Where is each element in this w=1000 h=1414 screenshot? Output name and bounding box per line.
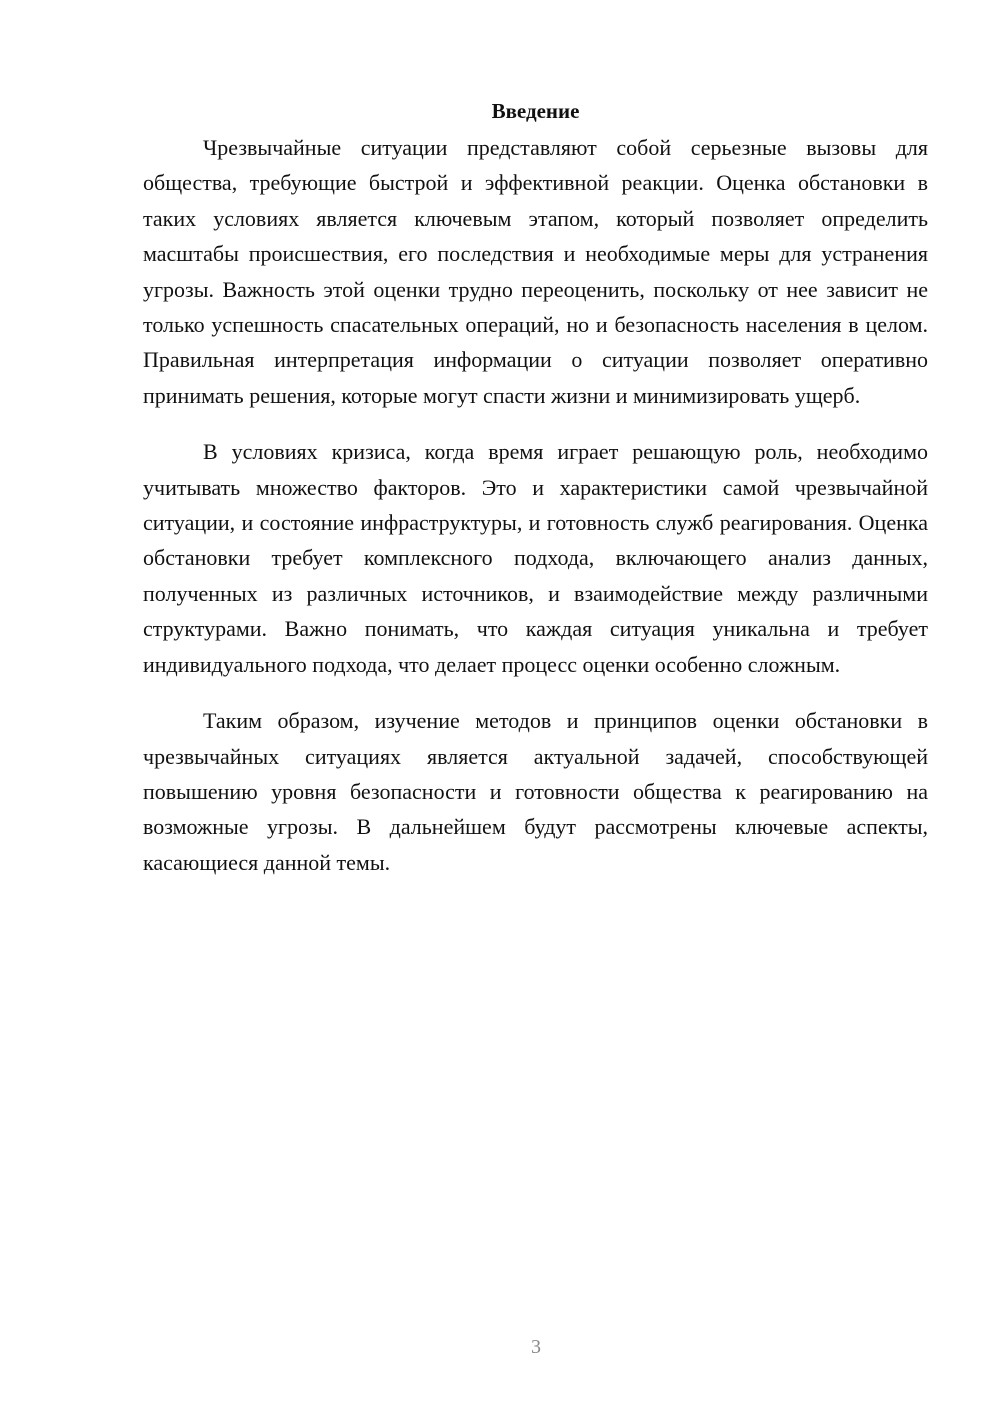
paragraph-3: Таким образом, изучение методов и принципов оценки обстановки в чрезвычайных ситуациях является актуальной задачей, способствующей повышению уровня безопасности и готовности общества к реагированию на возможные угрозы. В дальнейшем будут рассмотрены ключевые аспекты, касающиеся данной темы.	[143, 708, 928, 875]
page-number: 3	[531, 1336, 541, 1358]
section-heading: Введение	[491, 99, 580, 123]
page-content	[143, 96, 928, 901]
paragraph-2: В условиях кризиса, когда время играет решающую роль, необходимо учитывать множество факторов. Это и характеристики самой чрезвычайной ситуации, и состояние инфраструктуры, и готовность служб реагирования. Оценка обстановки требует комплексного подхода, включающего анализ данных, полученных из различных источников, и взаимодействие между различными структурами. Важно понимать, что каждая ситуация уникальна и требует индивидуального подхода, что делает процесс оценки особенно сложным.	[143, 439, 928, 677]
paragraph-1: Чрезвычайные ситуации представляют собой серьезные вызовы для общества, требующие быстрой и эффективной реакции. Оценка обстановки в таких условиях является ключевым этапом, который позволяет определить масштабы происшествия, его последствия и необходимые меры для устранения угрозы. Важность этой оценки трудно переоценить, поскольку от нее зависит не только успешность спасательных операций, но и безопасность населения в целом. Правильная интерпретация информации о ситуации позволяет оперативно принимать решения, которые могут спасти жизни и минимизировать ущерб.	[143, 135, 928, 408]
